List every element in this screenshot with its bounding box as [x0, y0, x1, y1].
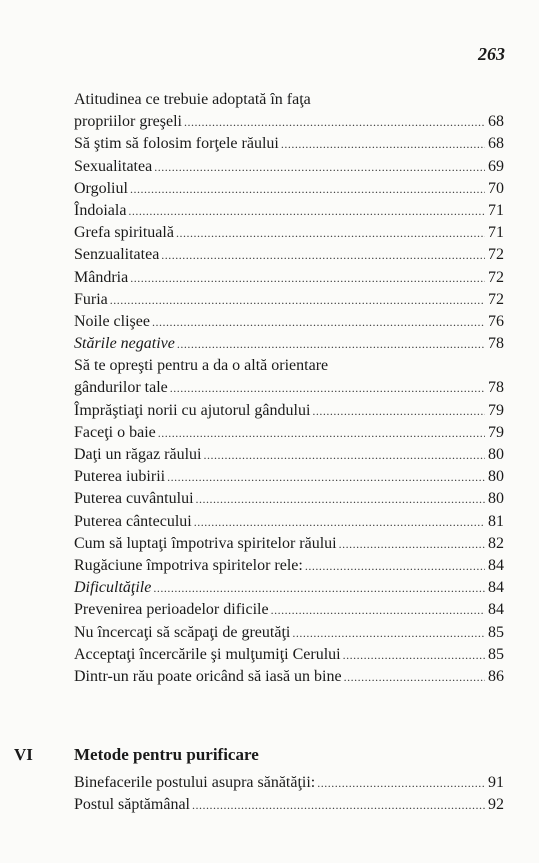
dot-leader: [167, 466, 485, 488]
dot-leader: [154, 156, 485, 178]
toc-entry-page: 69: [488, 157, 504, 175]
toc-entry: [74, 267, 504, 289]
toc-entry: [74, 466, 504, 488]
toc-entry-title: gândurilor tale: [74, 379, 168, 397]
dot-leader: [305, 555, 485, 577]
toc-entry-title: Noile clişee: [74, 312, 150, 330]
chapter-number: VI: [14, 745, 33, 764]
dot-leader: [343, 644, 485, 666]
toc-entry-page: 84: [488, 579, 504, 597]
toc-entry-title: Faceţi o baie: [74, 423, 156, 441]
dot-leader: [176, 222, 485, 244]
dot-leader: [152, 311, 485, 333]
dot-leader: [281, 133, 485, 155]
toc-entry: [74, 200, 504, 222]
toc-entry: [74, 333, 504, 355]
dot-leader: [158, 422, 485, 444]
dot-leader: [196, 488, 485, 510]
toc-entry-title: Împrăştiaţi norii cu ajutorul gândului: [74, 401, 311, 419]
toc-entry-title: Stările negative: [74, 335, 175, 353]
toc-entry-title: Puterea cântecului: [74, 512, 192, 530]
toc-entry: [74, 555, 504, 577]
toc-entry-title: propriilor greşeli: [74, 113, 182, 131]
toc-entry: [74, 178, 504, 200]
toc-entry-page: 68: [488, 113, 504, 131]
toc-entry-first-line: Să te opreşti pentru a da o altă orientare: [74, 357, 329, 375]
toc-entry-title: Prevenirea perioadelor dificile: [74, 601, 269, 619]
toc-entry-page: 70: [488, 179, 504, 197]
page-number: 263: [478, 44, 505, 64]
table-of-contents: [74, 89, 504, 688]
dot-leader: [184, 111, 485, 133]
toc-entry: [74, 222, 504, 244]
dot-leader: [130, 267, 485, 289]
toc-entry-page: 85: [488, 645, 504, 663]
toc-entry: [74, 244, 504, 266]
toc-entry-title: Acceptaţi încercările şi mulţumiţi Cerului: [74, 645, 341, 663]
dot-leader: [344, 666, 485, 688]
toc-entry-page: 68: [488, 135, 504, 153]
toc-entry-title: Postul săptămânal: [74, 796, 190, 814]
dot-leader: [161, 244, 485, 266]
toc-entry: [74, 133, 504, 155]
toc-entry: [74, 488, 504, 510]
toc-entry-page: 71: [488, 201, 504, 219]
toc-entry-page: 82: [488, 534, 504, 552]
chapter-entries: [74, 772, 504, 816]
toc-entry: [74, 622, 504, 644]
toc-entry-page: 92: [488, 796, 504, 814]
toc-entry: [74, 400, 504, 422]
dot-leader: [271, 599, 485, 621]
chapter-heading: [14, 745, 504, 765]
toc-entry-title: Senzualitatea: [74, 246, 160, 264]
toc-entry-title: Dificultăţile: [74, 579, 152, 597]
toc-entry-title: Furia: [74, 290, 108, 308]
toc-entry-page: 85: [488, 623, 504, 641]
toc-entry-page: 72: [488, 246, 504, 264]
toc-entry: [74, 533, 504, 555]
toc-entry: [74, 422, 504, 444]
toc-entry-page: 79: [488, 423, 504, 441]
toc-entry: [74, 511, 504, 533]
dot-leader: [177, 333, 485, 355]
dot-leader: [130, 178, 485, 200]
toc-entry-page: 84: [488, 556, 504, 574]
toc-entry-page: 84: [488, 601, 504, 619]
dot-leader: [204, 444, 486, 466]
toc-entry-page: 80: [488, 446, 504, 463]
toc-entry-title: Dintr-un rău poate oricând să iasă un bine: [74, 667, 342, 685]
dot-leader: [339, 533, 485, 555]
dot-leader: [194, 511, 485, 533]
toc-entry-page: 72: [488, 290, 504, 308]
toc-entry-page: 80: [488, 490, 504, 508]
toc-entry: [74, 599, 504, 621]
dot-leader: [153, 577, 485, 599]
dot-leader: [192, 794, 485, 816]
chapter-title: Metode pentru purificare: [74, 745, 259, 764]
toc-entry: [74, 772, 504, 794]
toc-entry: [74, 111, 504, 133]
toc-entry-title: Puterea cuvântului: [74, 490, 194, 508]
toc-entry: [74, 444, 504, 466]
toc-entry-first-line: Atitudinea ce trebuie adoptată în faţa: [74, 91, 311, 108]
toc-entry-title: Sexualitatea: [74, 157, 153, 175]
toc-entry-title: Să ştim să folosim forţele răului: [74, 135, 279, 153]
toc-entry-page: 78: [488, 379, 504, 397]
toc-entry-title: Binefacerile postului asupra sănătăţii:: [74, 774, 316, 791]
toc-entry-title: Orgoliul: [74, 179, 128, 197]
toc-entry-page: 72: [488, 268, 504, 286]
dot-leader: [292, 622, 485, 644]
toc-entry-title: Mândria: [74, 268, 129, 286]
toc-entry: [74, 156, 504, 178]
toc-entry-title: Puterea iubirii: [74, 468, 166, 486]
dot-leader: [317, 772, 485, 794]
toc-entry-page: 81: [488, 512, 504, 530]
toc-entry: [74, 666, 504, 688]
dot-leader: [128, 200, 485, 222]
dot-leader: [110, 289, 485, 311]
toc-entry: [74, 794, 504, 816]
toc-entry-title: Daţi un răgaz răului: [74, 446, 202, 463]
toc-entry: [74, 377, 504, 399]
toc-entry-title: Grefa spirituală: [74, 224, 174, 242]
toc-entry-page: 71: [488, 224, 504, 242]
toc-entry-page: 76: [488, 312, 504, 330]
toc-entry: [74, 577, 504, 599]
dot-leader: [312, 400, 485, 422]
toc-entry: [74, 644, 504, 666]
toc-entry-title: Nu încercaţi să scăpaţi de greutăţi: [74, 623, 291, 641]
toc-entry-page: 86: [488, 667, 504, 685]
toc-entry: [74, 289, 504, 311]
toc-entry-title: Rugăciune împotriva spiritelor rele:: [74, 556, 303, 574]
toc-entry-page: 78: [488, 335, 504, 353]
toc-entry-page: 91: [488, 774, 504, 791]
toc-entry-page: 79: [488, 401, 504, 419]
toc-entry-title: Îndoiala: [74, 201, 127, 219]
toc-entry-page: 80: [488, 468, 504, 486]
toc-entry: [74, 311, 504, 333]
dot-leader: [170, 377, 485, 399]
toc-entry-title: Cum să luptaţi împotriva spiritelor răului: [74, 534, 337, 552]
